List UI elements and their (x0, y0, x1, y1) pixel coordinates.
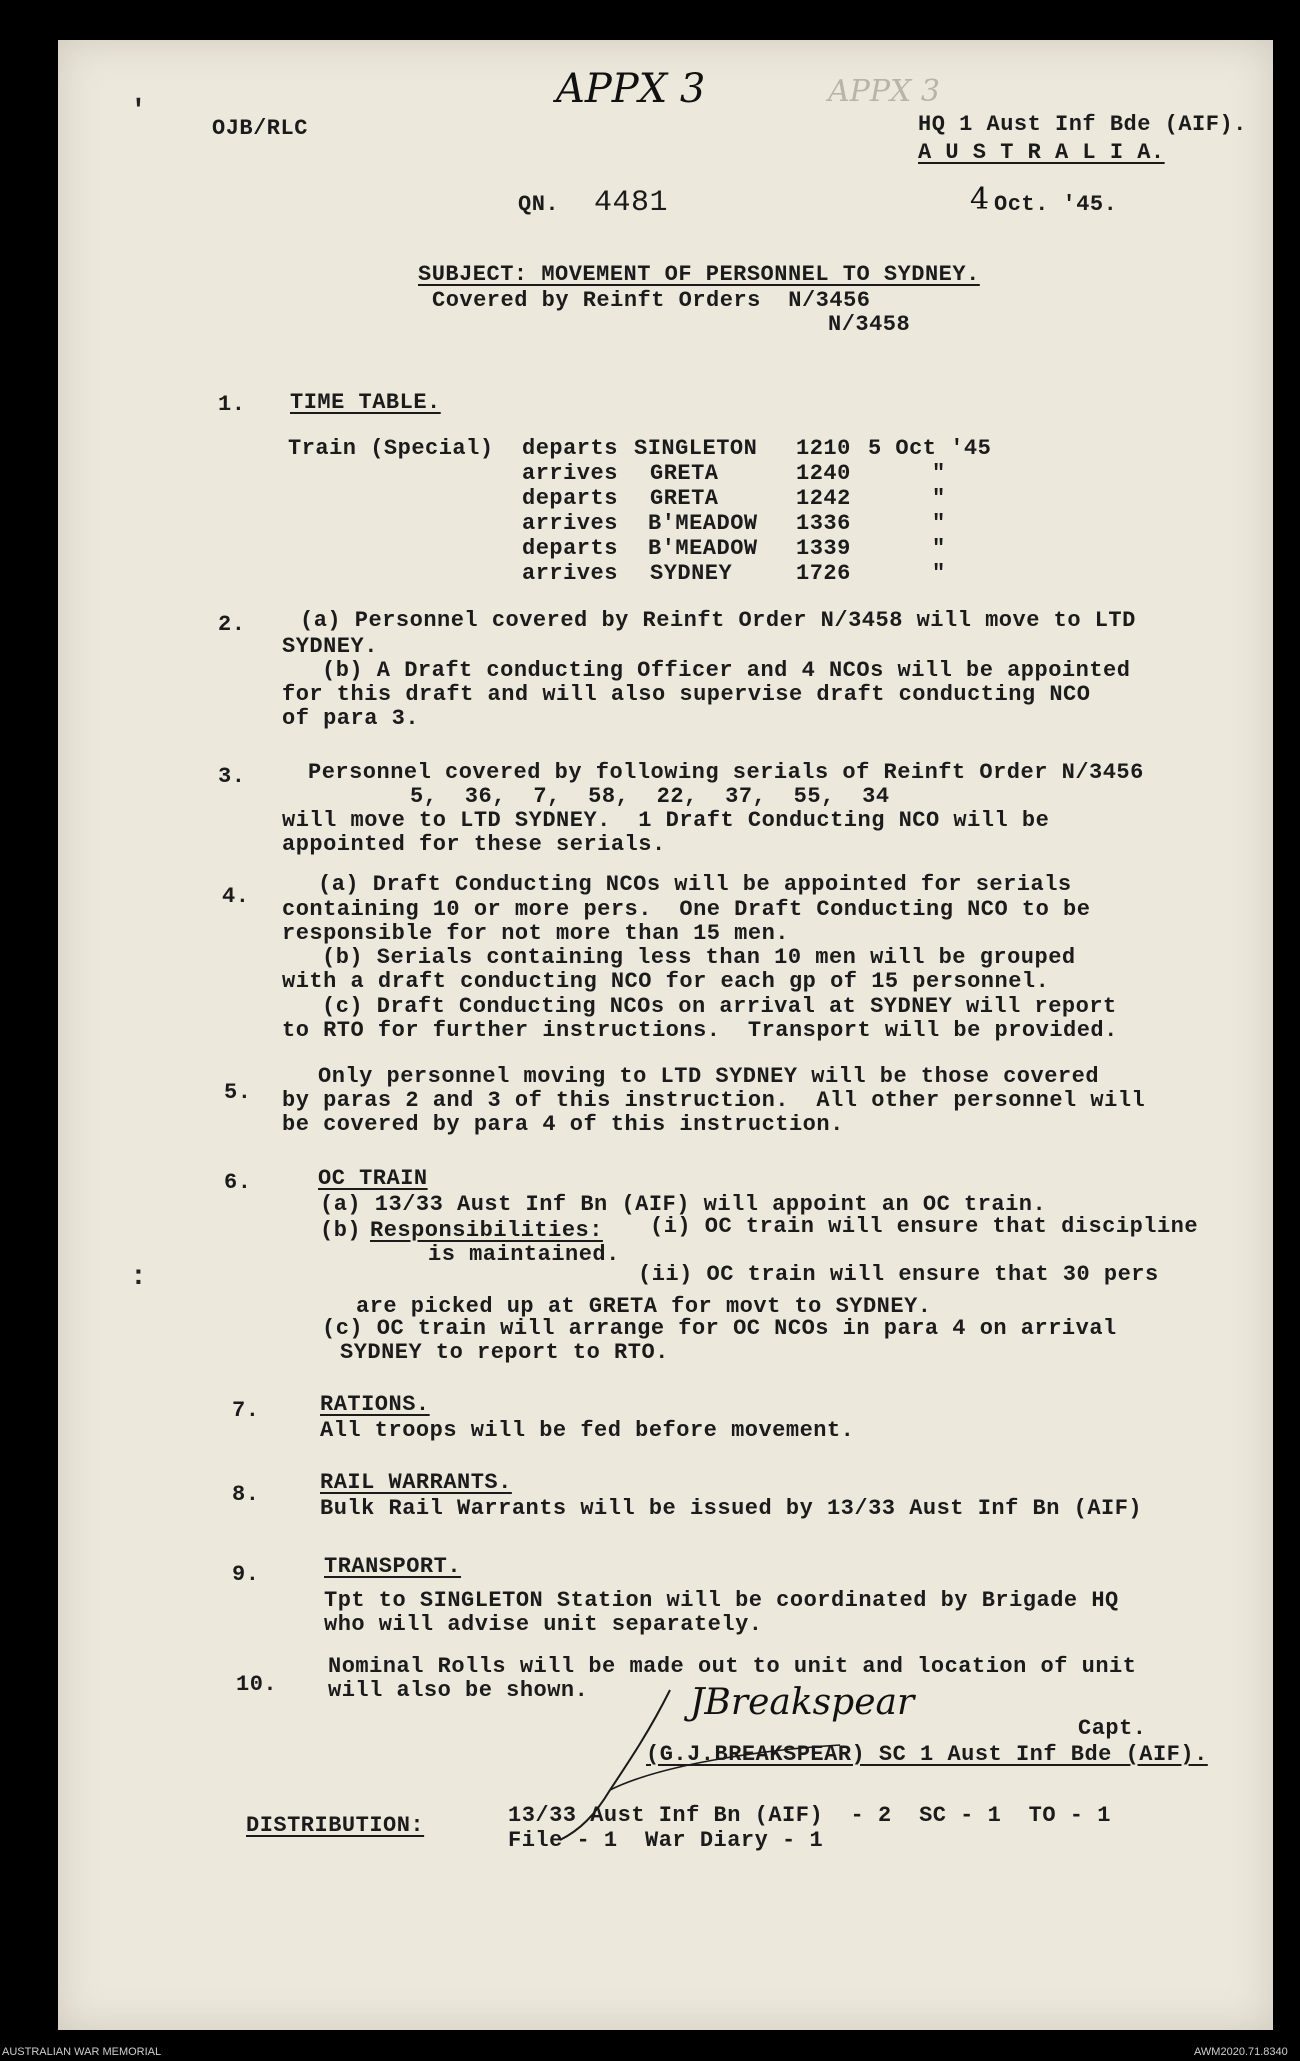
tt-action: departs (522, 436, 618, 461)
footer-accession: AWM2020.71.8340 (1194, 2046, 1288, 2058)
tt-action: arrives (522, 511, 618, 536)
appx-handwritten: APPX 3 (556, 66, 706, 112)
para-line: (a) Draft Conducting NCOs will be appointed for serials (318, 872, 1072, 897)
para-line: for this draft and will also supervise draft conducting NCO (282, 682, 1091, 707)
tt-place: GRETA (650, 486, 719, 511)
para-line: responsible for not more than 15 men. (282, 921, 789, 946)
para-line: (c) OC train will arrange for OC NCOs in para 4 on arrival (322, 1316, 1117, 1341)
para-line: Bulk Rail Warrants will be issued by 13/33 Aust Inf Bn (AIF) (320, 1496, 1143, 1521)
tt-date: " (932, 461, 946, 486)
hq-line: HQ 1 Aust Inf Bde (AIF). (918, 112, 1247, 137)
para-number: 4. (222, 884, 250, 909)
punch-mark: : (130, 1262, 147, 1293)
subject-covered: Covered by Reinft Orders N/3456 (432, 288, 871, 313)
tt-date: " (932, 536, 946, 561)
tt-time: 1240 (796, 461, 851, 486)
tt-date: " (932, 561, 946, 586)
para-number: 6. (224, 1170, 252, 1195)
signatory-name: (G.J.BREAKSPEAR) SC 1 Aust Inf Bde (AIF). (646, 1742, 1208, 1767)
para-number: 1. (218, 392, 246, 417)
distribution-line: File - 1 War Diary - 1 (508, 1828, 824, 1853)
footer-institution: AUSTRALIAN WAR MEMORIAL (2, 2046, 162, 2058)
para-subheading: Responsibilities: (370, 1218, 603, 1243)
para-number: 10. (236, 1672, 278, 1697)
subject-line: SUBJECT: MOVEMENT OF PERSONNEL TO SYDNEY. (418, 262, 980, 287)
tt-place: GRETA (650, 461, 719, 486)
para-line: (c) Draft Conducting NCOs on arrival at SYDNEY will report (322, 994, 1117, 1019)
date: Oct. '45. (994, 192, 1118, 217)
qn-label: QN. (518, 192, 560, 217)
para-line: (b) (320, 1218, 362, 1243)
tt-date: " (932, 511, 946, 536)
para-line: (i) OC train will ensure that discipline (650, 1214, 1199, 1239)
para-line: Tpt to SINGLETON Station will be coordinated by Brigade HQ (324, 1588, 1119, 1613)
para-number: 3. (218, 764, 246, 789)
country-line: A U S T R A L I A. (918, 140, 1165, 165)
para-line: (b) Serials containing less than 10 men will be grouped (322, 945, 1076, 970)
tt-action: arrives (522, 461, 618, 486)
tt-place: SYDNEY (650, 561, 733, 586)
para-heading: OC TRAIN (318, 1166, 428, 1191)
para-heading: TIME TABLE. (290, 390, 441, 415)
reference: OJB/RLC (212, 116, 308, 141)
date-day: 4 (970, 182, 990, 217)
para-line: (a) 13/33 Aust Inf Bn (AIF) will appoint an OC train. (320, 1192, 1047, 1217)
para-line: appointed for these serials. (282, 832, 666, 857)
para-line: Nominal Rolls will be made out to unit and location of unit (328, 1654, 1137, 1679)
para-heading: TRANSPORT. (324, 1554, 462, 1579)
para-line: All troops will be fed before movement. (320, 1418, 855, 1443)
para-line: who will advise unit separately. (324, 1612, 763, 1637)
serial-list: 5, 36, 7, 58, 22, 37, 55, 34 (410, 784, 890, 809)
tt-action: departs (522, 486, 618, 511)
para-line: be covered by para 4 of this instruction. (282, 1112, 844, 1137)
para-line: (ii) OC train will ensure that 30 pers (638, 1262, 1159, 1287)
tt-time: 1726 (796, 561, 851, 586)
para-line: will move to LTD SYDNEY. 1 Draft Conducting NCO will be (282, 808, 1050, 833)
punch-mark: ' (130, 96, 147, 127)
para-number: 8. (232, 1482, 260, 1507)
subject-order: N/3458 (828, 312, 911, 337)
para-line: will also be shown. (328, 1678, 589, 1703)
para-line: (a) Personnel covered by Reinft Order N/3458 will move to LTD (300, 608, 1136, 633)
para-line: Only personnel moving to LTD SYDNEY will be those covered (318, 1064, 1100, 1089)
tt-action: departs (522, 536, 618, 561)
tt-time: 1242 (796, 486, 851, 511)
tt-action: arrives (522, 561, 618, 586)
signatory-rank: Capt. (1078, 1716, 1147, 1741)
distribution-label: DISTRIBUTION: (246, 1813, 425, 1838)
tt-place: B'MEADOW (648, 511, 758, 536)
para-number: 7. (232, 1398, 260, 1423)
para-heading: RAIL WARRANTS. (320, 1470, 512, 1495)
tt-place: SINGLETON (634, 436, 758, 461)
qn-number: 4481 (594, 186, 669, 220)
tt-date: " (932, 486, 946, 511)
para-number: 2. (218, 612, 246, 637)
signature: JBreakspear (690, 1682, 915, 1723)
para-heading: RATIONS. (320, 1392, 430, 1417)
tt-date: 5 Oct '45 (868, 436, 992, 461)
para-number: 5. (224, 1080, 252, 1105)
tt-place: B'MEADOW (648, 536, 758, 561)
para-line: SYDNEY. (282, 634, 378, 659)
para-line: by paras 2 and 3 of this instruction. All other personnel will (282, 1088, 1146, 1113)
para-line: are picked up at GRETA for movt to SYDNEY. (356, 1294, 932, 1319)
appx-faint: APPX 3 (828, 74, 941, 109)
para-line: with a draft conducting NCO for each gp of 15 personnel. (282, 969, 1050, 994)
para-line: of para 3. (282, 706, 420, 731)
para-number: 9. (232, 1562, 260, 1587)
tt-time: 1339 (796, 536, 851, 561)
tt-time: 1336 (796, 511, 851, 536)
para-line: Personnel covered by following serials of Reinft Order N/3456 (308, 760, 1144, 785)
tt-time: 1210 (796, 436, 851, 461)
para-line: (b) A Draft conducting Officer and 4 NCOs will be appointed (322, 658, 1131, 683)
para-line: is maintained. (428, 1242, 620, 1267)
para-line: to RTO for further instructions. Transport will be provided. (282, 1018, 1118, 1043)
para-line: containing 10 or more pers. One Draft Conducting NCO to be (282, 897, 1091, 922)
para-line: SYDNEY to report to RTO. (340, 1340, 669, 1365)
distribution-line: 13/33 Aust Inf Bn (AIF) - 2 SC - 1 TO - 1 (508, 1803, 1111, 1828)
train-label: Train (Special) (288, 436, 494, 461)
